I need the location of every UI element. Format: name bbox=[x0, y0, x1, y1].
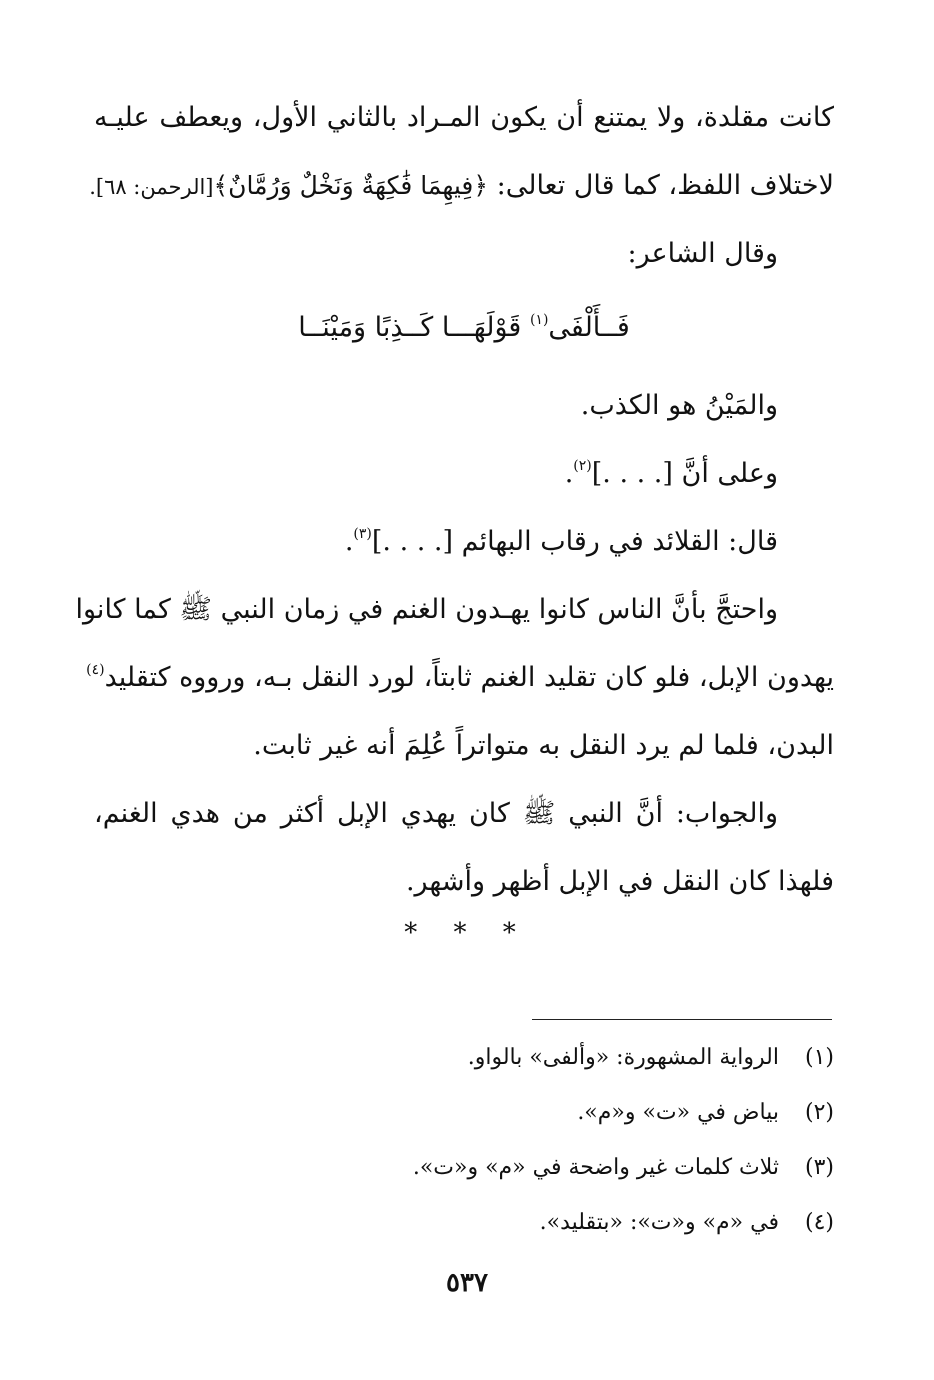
footnote-4 bbox=[134, 1203, 834, 1258]
footnote-mark-3: (٣) bbox=[353, 526, 372, 542]
line-text: فلهذا كان النقل في الإبل أظهر وأشهر. bbox=[405, 866, 834, 897]
footnote-mark-1: (١) bbox=[529, 312, 549, 328]
quran-reference: [الرحمن: ٦٨]. bbox=[89, 175, 214, 199]
text-line-7 bbox=[94, 522, 834, 590]
main-text bbox=[75, 98, 834, 930]
footnote-divider bbox=[532, 1019, 832, 1020]
text-line-8 bbox=[75, 590, 834, 658]
verse-first-word: فَــأَلْفَى bbox=[548, 312, 630, 343]
line-text: كانت مقلدة، ولا يمتنع أن يكون المـراد بالثاني الأول، ويعطف عليـه bbox=[94, 102, 834, 133]
line-text: وقال الشاعر: bbox=[627, 238, 778, 269]
line-text: يهدون الإبل، فلو كان تقليد الغنم ثابتاً، لورد النقل بـه، ورووه كتقليد bbox=[104, 662, 834, 693]
footnote-text: الرواية المشهورة: «وألفى» بالواو. bbox=[467, 1045, 779, 1070]
text-line-11 bbox=[94, 794, 834, 862]
page-number: ٥٣٧ bbox=[446, 1268, 488, 1298]
footnote-3 bbox=[134, 1148, 834, 1203]
footnote-number: (٤) bbox=[804, 1210, 834, 1235]
section-separator-stars: * * * bbox=[404, 918, 530, 948]
footnote-mark-4: (٤) bbox=[86, 662, 105, 678]
line-text: قال: القلائد في رقاب البهائم [. . . .] bbox=[371, 526, 778, 557]
footnote-2 bbox=[134, 1093, 834, 1148]
footnote-number: (٣) bbox=[804, 1155, 834, 1180]
footnotes bbox=[134, 1038, 834, 1258]
text-line-1 bbox=[94, 98, 834, 166]
footnote-text: في «م» و«ت»: «بتقليد». bbox=[539, 1210, 779, 1235]
line-text: وعلى أنَّ [. . . .] bbox=[591, 458, 778, 489]
line-text: لاختلاف اللفظ، كما قال تعالى: bbox=[496, 170, 834, 201]
footnote-text: ثلاث كلمات غير واضحة في «م» و«ت». bbox=[412, 1155, 779, 1180]
footnote-number: (١) bbox=[804, 1045, 834, 1070]
text-line-2 bbox=[89, 166, 834, 234]
footnote-number: (٢) bbox=[804, 1100, 834, 1125]
line-text: والمَيْنُ هو الكذب. bbox=[580, 390, 778, 421]
line-text: البدن، فلما لم يرد النقل به متواتراً عُلِمَ أنه غير ثابت. bbox=[253, 730, 834, 761]
footnote-1 bbox=[134, 1038, 834, 1093]
footnote-text: بياض في «ت» و«م». bbox=[577, 1100, 779, 1125]
poetry-verse bbox=[94, 308, 834, 386]
text-line-3 bbox=[94, 234, 834, 302]
line-text: واحتجَّ بأنَّ الناس كانوا يهـدون الغنم في زمان النبي ﷺ كما كانوا bbox=[75, 594, 778, 625]
text-line-5 bbox=[94, 386, 834, 454]
text-line-9 bbox=[86, 658, 834, 726]
text-line-6 bbox=[94, 454, 834, 522]
quran-verse: ﴿فِيهِمَا فَٰكِهَةٌ وَنَخْلٌ وَرُمَّانٌ﴾ bbox=[213, 171, 489, 200]
period: . bbox=[564, 458, 574, 489]
period: . bbox=[344, 526, 354, 557]
verse-rest: قَوْلَهَـــا كَــذِبًا وَمَيْنَــا bbox=[298, 312, 522, 343]
footnote-mark-2: (٢) bbox=[573, 458, 592, 474]
line-text: والجواب: أنَّ النبي ﷺ كان يهدي الإبل أكثر من هدي الغنم، bbox=[94, 798, 778, 829]
text-line-10 bbox=[94, 726, 834, 794]
